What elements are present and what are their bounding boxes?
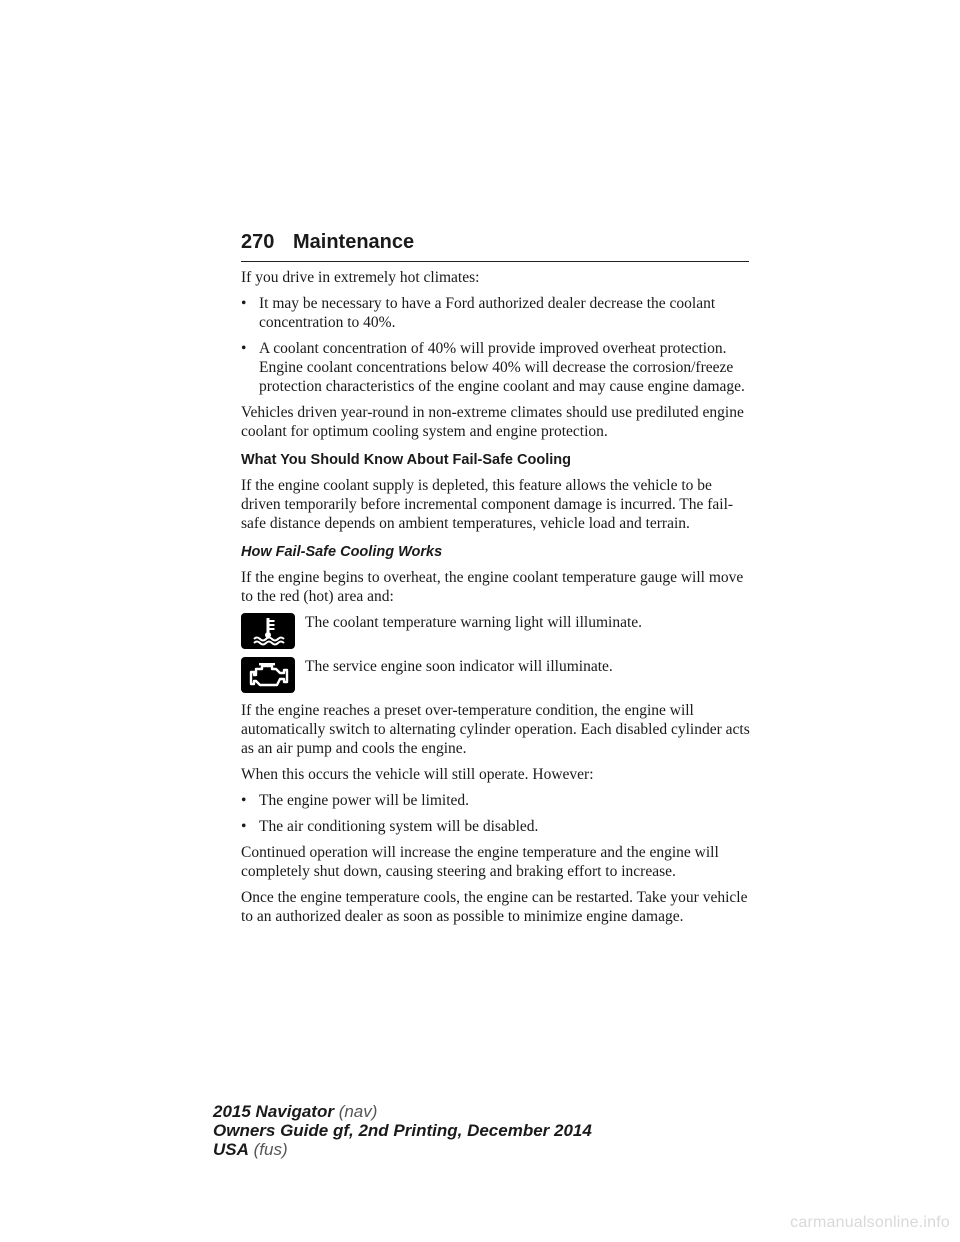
list-item	[241, 791, 751, 810]
list-item	[241, 294, 751, 332]
paragraph-prediluted: Vehicles driven year-round in non-extreme climates should use prediluted engine coolant for optimum cooling system and engine protection.	[241, 404, 744, 440]
page-footer	[213, 1102, 592, 1159]
footer-market: USA	[213, 1140, 249, 1159]
bullet-mark: •	[241, 340, 247, 357]
bullet-mark: •	[241, 295, 247, 312]
paragraph-overheat: If the engine begins to overheat, the engine coolant temperature gauge will move to the red (hot) area and:	[241, 569, 744, 605]
intro-paragraph: If you drive in extremely hot climates:	[241, 269, 480, 286]
service-engine-soon-icon	[241, 657, 295, 693]
subheading-how-it-works: How Fail-Safe Cooling Works	[241, 544, 443, 560]
paragraph-continued-operation: Continued operation will increase the engine temperature and the engine will completely shut down, causing steering and braking effort to increase.	[241, 844, 719, 880]
indicator-text-coolant: The coolant temperature warning light will illuminate.	[305, 614, 643, 631]
list-item-text: The engine power will be limited.	[259, 792, 470, 809]
list-item-text: It may be necessary to have a Ford authorized dealer decrease the coolant concentration to 40%.	[259, 295, 716, 331]
paragraph-over-temperature: If the engine reaches a preset over-temperature condition, the engine will automatically switch to alternating cylinder operation. Each disabled cylinder acts as an air pump and cools the engine.	[241, 702, 750, 757]
footer-line-market	[213, 1140, 592, 1159]
list-item	[241, 339, 751, 396]
footer-model-code: (nav)	[338, 1102, 378, 1121]
bullet-mark: •	[241, 792, 247, 809]
paragraph-coolant-depleted: If the engine coolant supply is depleted, this feature allows the vehicle to be driven temporarily before incremental component damage is incurred. The fail-safe distance depends on ambient temperatures, vehicle load and terrain.	[241, 477, 734, 532]
paragraph-restart: Once the engine temperature cools, the engine can be restarted. Take your vehicle to an authorized dealer as soon as possible to minimize engine damage.	[241, 889, 748, 925]
watermark: carmanualsonline.info	[790, 1214, 950, 1231]
list-item	[241, 817, 751, 836]
coolant-temperature-icon	[241, 613, 295, 649]
footer-line-model	[213, 1102, 592, 1121]
footer-market-code: (fus)	[253, 1140, 288, 1159]
footer-guide-info: Owners Guide gf, 2nd Printing, December 2014	[213, 1121, 592, 1140]
bullet-mark: •	[241, 818, 247, 835]
list-item-text: The air conditioning system will be disabled.	[259, 818, 539, 835]
list-item-text: A coolant concentration of 40% will provide improved overheat protection. Engine coolant concentrations below 40% will decrease the corrosion/freeze protection characteristics of the engine coolant and may cause engine damage.	[259, 340, 745, 395]
indicator-text-engine: The service engine soon indicator will illuminate.	[305, 658, 613, 675]
footer-model: 2015 Navigator	[213, 1102, 334, 1121]
heading-fail-safe-cooling: What You Should Know About Fail-Safe Cooling	[241, 452, 571, 468]
indicator-row-coolant	[241, 613, 751, 649]
page-number: 270	[241, 231, 275, 253]
page-header	[241, 231, 749, 262]
indicator-row-engine	[241, 657, 751, 693]
paragraph-still-operate: When this occurs the vehicle will still operate. However:	[241, 766, 594, 783]
section-title: Maintenance	[293, 231, 415, 253]
page-body	[241, 268, 751, 933]
